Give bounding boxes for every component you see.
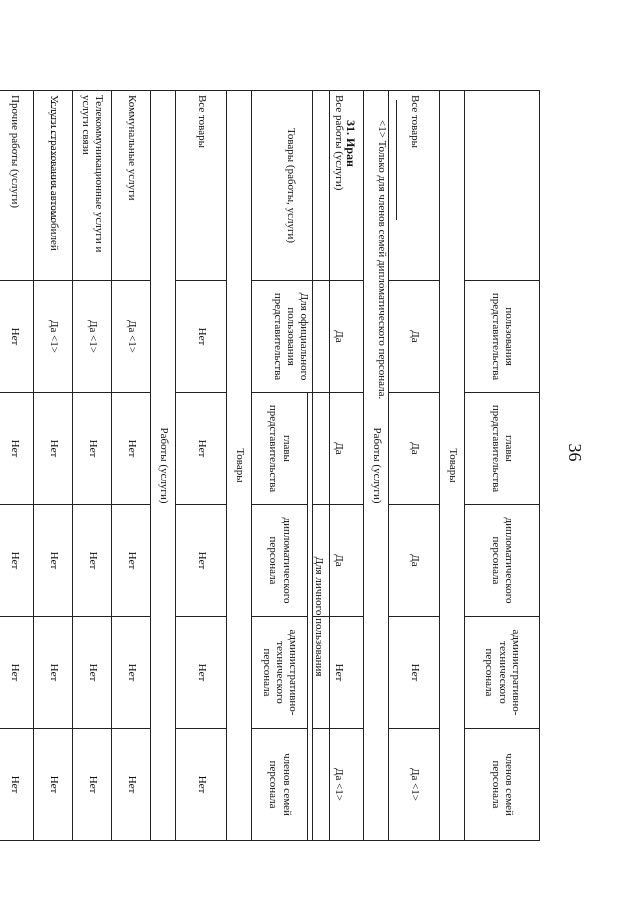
cell: Нет xyxy=(73,617,112,729)
table-row xyxy=(176,91,227,841)
table-row xyxy=(73,91,112,841)
cell: Нет xyxy=(313,617,364,729)
row-label: Услуги страхования автомобилей xyxy=(34,91,73,281)
cell: Нет xyxy=(176,281,227,393)
cell: Нет xyxy=(112,505,151,617)
cell: Да xyxy=(389,393,440,505)
cell: Нет xyxy=(0,281,34,393)
row-label: Телекоммуникационные услуги и услуги связи xyxy=(73,91,112,281)
cell: Нет xyxy=(0,505,34,617)
row-label: Все товары xyxy=(176,91,227,281)
sub-header-cell: членов семей персонала xyxy=(252,729,308,841)
header-goods-works: Товары (работы, услуги) xyxy=(252,91,330,281)
cell: Да xyxy=(313,505,364,617)
cell: Нет xyxy=(73,505,112,617)
table1-header-cell: главы представительства xyxy=(465,393,540,505)
cell: Нет xyxy=(34,729,73,841)
band-label: Товары xyxy=(440,91,465,841)
row-label: Все работы (услуги) xyxy=(313,91,364,281)
cell: Да xyxy=(389,505,440,617)
table1-header-cell: административно-технического персонала xyxy=(465,617,540,729)
table-previous-country xyxy=(312,90,540,841)
table-row xyxy=(0,91,34,841)
header-official-use: Для официального пользования представительства xyxy=(252,281,330,393)
row-label: Все товары xyxy=(389,91,440,281)
cell: Нет xyxy=(176,617,227,729)
cell: Да <1> xyxy=(34,281,73,393)
cell: Да xyxy=(313,393,364,505)
row-label: Коммунальные услуги xyxy=(112,91,151,281)
cell: Нет xyxy=(34,393,73,505)
sub-header-cell: главы представительства xyxy=(252,393,308,505)
table2-band-goods xyxy=(227,91,252,841)
cell: Нет xyxy=(73,729,112,841)
cell: Нет xyxy=(73,393,112,505)
cell: Нет xyxy=(0,393,34,505)
table-row xyxy=(112,91,151,841)
sub-header-cell: административно-технического персонала xyxy=(252,617,308,729)
cell: Нет xyxy=(34,505,73,617)
table1-header-cell: дипломатического персонала xyxy=(465,505,540,617)
cell: Да xyxy=(313,281,364,393)
table1-header-row xyxy=(465,91,540,841)
header-personal-use: Для личного пользования xyxy=(308,393,330,841)
section-title: 31. Иран xyxy=(344,120,358,167)
cell: Да <1> xyxy=(389,729,440,841)
cell: Нет xyxy=(34,617,73,729)
cell: Нет xyxy=(176,393,227,505)
cell: Да <1> xyxy=(112,281,151,393)
cell: Нет xyxy=(112,393,151,505)
footnote-divider xyxy=(396,100,397,220)
cell: Нет xyxy=(0,617,34,729)
cell: Нет xyxy=(0,729,34,841)
cell: Да <1> xyxy=(313,729,364,841)
cell: Нет xyxy=(112,617,151,729)
table1-header-cell xyxy=(465,91,540,281)
table-row xyxy=(34,91,73,841)
cell: Да xyxy=(389,281,440,393)
cell: Нет xyxy=(389,617,440,729)
table1-band-goods xyxy=(440,91,465,841)
table1-header-cell: пользования представительства xyxy=(465,281,540,393)
cell: Нет xyxy=(176,505,227,617)
footnote: <1> Только для членов семей дипломатического персонала. xyxy=(376,120,388,400)
band-label: Работы (услуги) xyxy=(151,91,176,841)
bottom-divider xyxy=(51,100,52,220)
sub-header-cell: дипломатического персонала xyxy=(252,505,308,617)
table2-header-row-1 xyxy=(308,91,330,841)
table2-band-works xyxy=(151,91,176,841)
cell: Нет xyxy=(176,729,227,841)
table-iran xyxy=(0,90,330,841)
page-number: 36 xyxy=(565,443,585,462)
band-label: Работы (услуги) xyxy=(364,91,389,841)
row-label: Прочие работы (услуги) xyxy=(0,91,34,281)
cell: Да <1> xyxy=(73,281,112,393)
table1-header-cell: членов семей персонала xyxy=(465,729,540,841)
band-label: Товары xyxy=(227,91,252,841)
cell: Нет xyxy=(112,729,151,841)
